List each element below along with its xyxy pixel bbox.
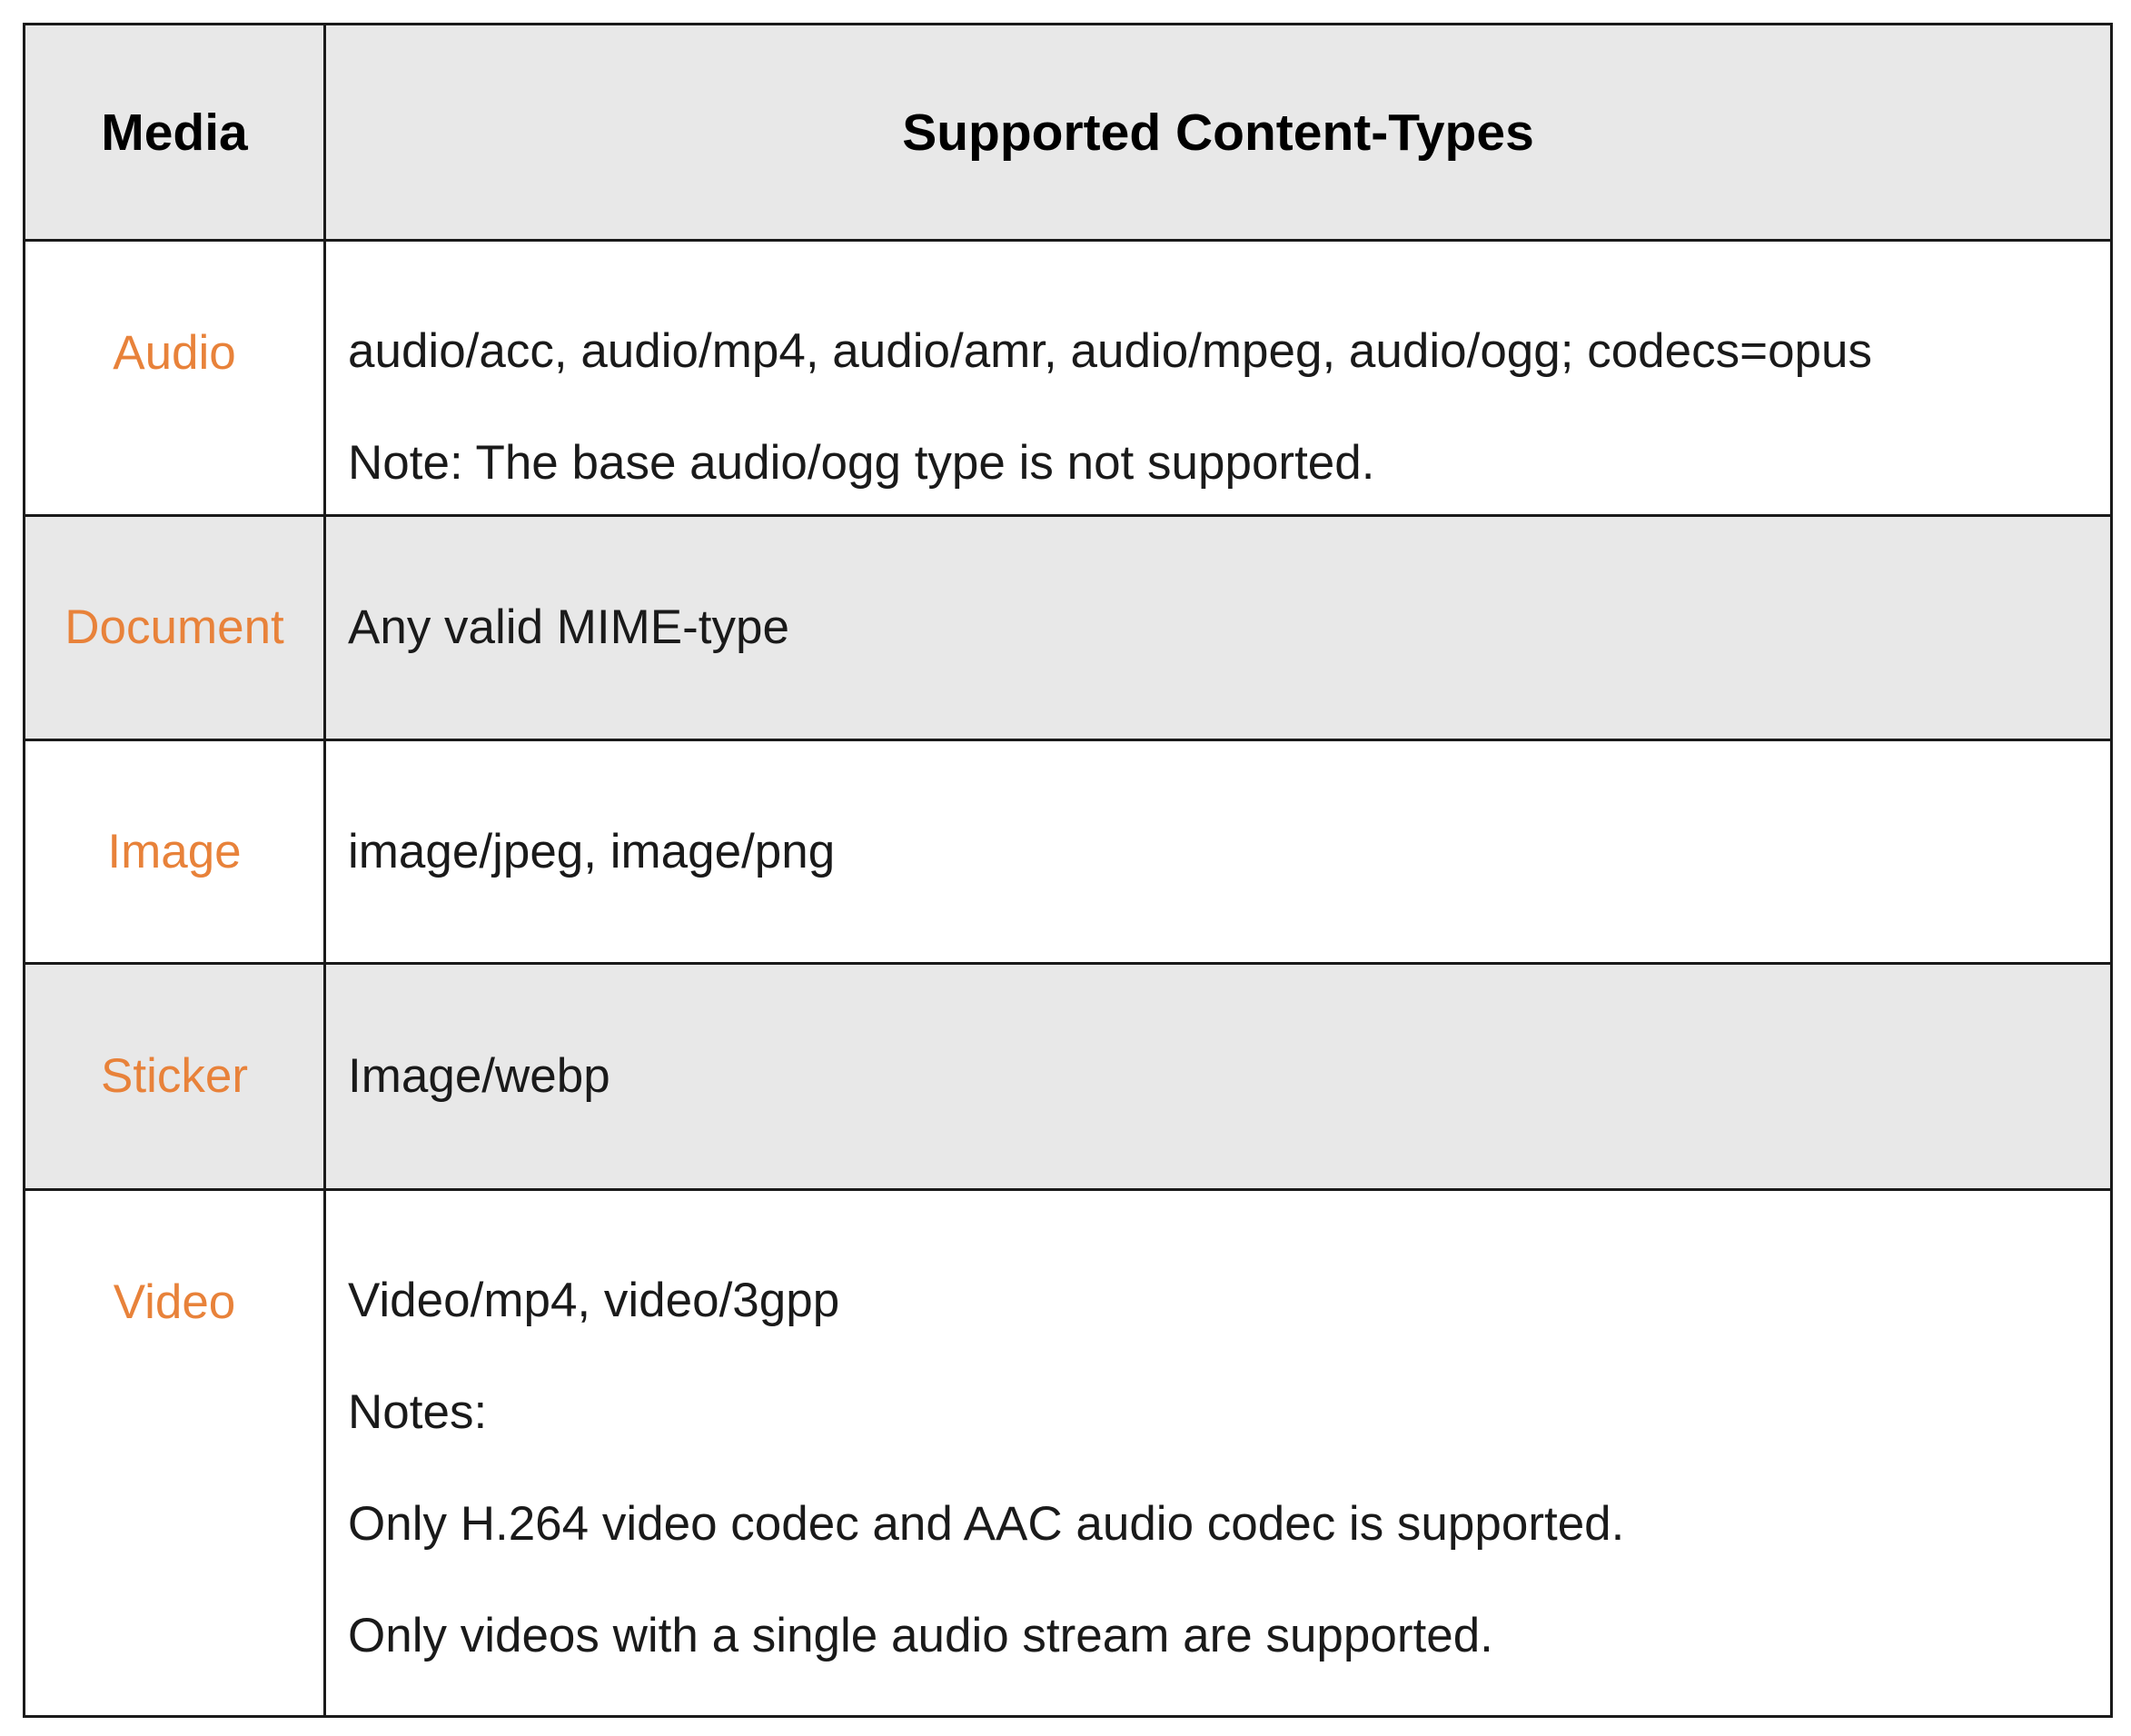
types-cell-sticker: [325, 964, 2112, 1190]
types-cell-video: [325, 1190, 2112, 1717]
media-label-sticker: [25, 964, 325, 1190]
media-label-image: [25, 740, 325, 964]
table-header-row: [25, 25, 2112, 241]
types-line: Image/webp: [348, 1049, 610, 1103]
media-label-text: Image: [107, 824, 242, 878]
types-line: Video/mp4, video/3gpp: [348, 1274, 840, 1327]
types-line: Any valid MIME-type: [348, 600, 789, 654]
types-note: Only H.264 video codec and AAC audio codec is supported.: [348, 1497, 1625, 1551]
types-cell-audio: [325, 241, 2112, 516]
header-media: Media: [25, 25, 325, 241]
table-row-image: [25, 740, 2112, 964]
media-label-text: Audio: [113, 326, 236, 380]
types-line: image/jpeg, image/png: [348, 824, 836, 878]
types-cell-document: [325, 516, 2112, 740]
types-note: Note: The base audio/ogg type is not supported.: [348, 436, 1375, 490]
media-label-document: [25, 516, 325, 740]
types-line: audio/acc, audio/mp4, audio/amr, audio/mpeg, audio/ogg; codecs=opus: [348, 324, 1873, 378]
types-note: Only videos with a single audio stream are supported.: [348, 1609, 1493, 1662]
media-content-types-table: [23, 23, 2113, 1718]
media-label-audio: [25, 241, 325, 516]
media-label-text: Document: [64, 600, 284, 654]
header-supported-content-types: Supported Content-Types: [325, 25, 2112, 241]
media-label-text: Video: [113, 1275, 236, 1329]
table-row-video: [25, 1190, 2112, 1717]
types-notes-heading: Notes:: [348, 1385, 488, 1439]
media-label-video: [25, 1190, 325, 1717]
media-label-text: Sticker: [101, 1049, 248, 1103]
table-row-audio: [25, 241, 2112, 516]
table-row-sticker: [25, 964, 2112, 1190]
types-cell-image: [325, 740, 2112, 964]
table-row-document: [25, 516, 2112, 740]
